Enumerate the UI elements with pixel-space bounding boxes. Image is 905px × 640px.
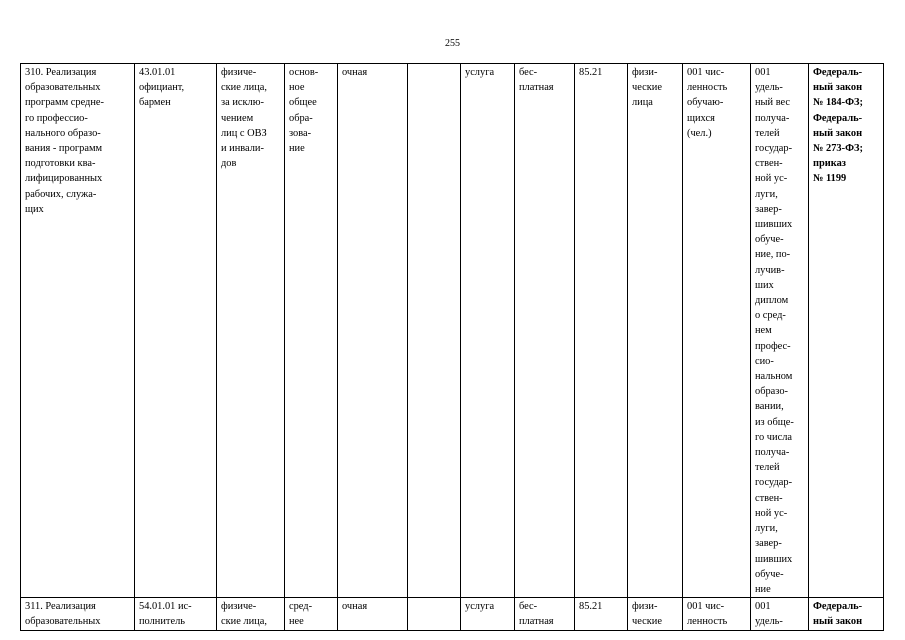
cell-service: 310. Реализация образовательных программ средне- го профессио- нального образо- вания - программ подготовки ква- лифицированных рабочих, служа- щих xyxy=(21,64,135,598)
services-table xyxy=(20,63,884,631)
cell-specialty: 54.01.01 ис- полнитель xyxy=(135,598,217,631)
cell-volume-indicator: 001 чис- ленность обучаю- щихся (чел.) xyxy=(683,64,751,598)
cell-consumers: физи- ческие xyxy=(628,598,683,631)
cell-type: услуга xyxy=(461,598,515,631)
cell-quality-indicator: 001 удель- xyxy=(751,598,809,631)
cell-legal-basis: Федераль- ный закон № 184-ФЗ; Федераль- ный закон № 273-ФЗ; приказ № 1199 xyxy=(809,64,884,598)
cell-education: основ- ное общее обра- зова- ние xyxy=(285,64,338,598)
cell-payment: бес- платная xyxy=(515,598,575,631)
cell-legal-basis: Федераль- ный закон xyxy=(809,598,884,631)
cell-empty xyxy=(408,598,461,631)
page-number: 255 xyxy=(445,38,460,49)
cell-okved: 85.21 xyxy=(575,598,628,631)
cell-form: очная xyxy=(338,64,408,598)
cell-service: 311. Реализация образовательных xyxy=(21,598,135,631)
cell-type: услуга xyxy=(461,64,515,598)
cell-category: физиче- ские лица, xyxy=(217,598,285,631)
cell-empty xyxy=(408,64,461,598)
cell-consumers: физи- ческие лица xyxy=(628,64,683,598)
cell-specialty: 43.01.01 официант, бармен xyxy=(135,64,217,598)
cell-payment: бес- платная xyxy=(515,64,575,598)
cell-category: физиче- ские лица, за исклю- чением лиц с ОВЗ и инвали- дов xyxy=(217,64,285,598)
table-row xyxy=(21,64,884,598)
cell-okved: 85.21 xyxy=(575,64,628,598)
cell-quality-indicator: 001 удель- ный вес получа- телей государ- ствен- ной ус- луги, завер- шивших обуче- ние, по- лучив- ших диплом о сред- нем профес- сио- нальном образо- вании, из обще- го числа получа- телей государ- ствен- ной ус- луги, завер- шивших обуче- ние xyxy=(751,64,809,598)
cell-form: очная xyxy=(338,598,408,631)
cell-education: сред- нее xyxy=(285,598,338,631)
cell-volume-indicator: 001 чис- ленность xyxy=(683,598,751,631)
table-row xyxy=(21,598,884,631)
